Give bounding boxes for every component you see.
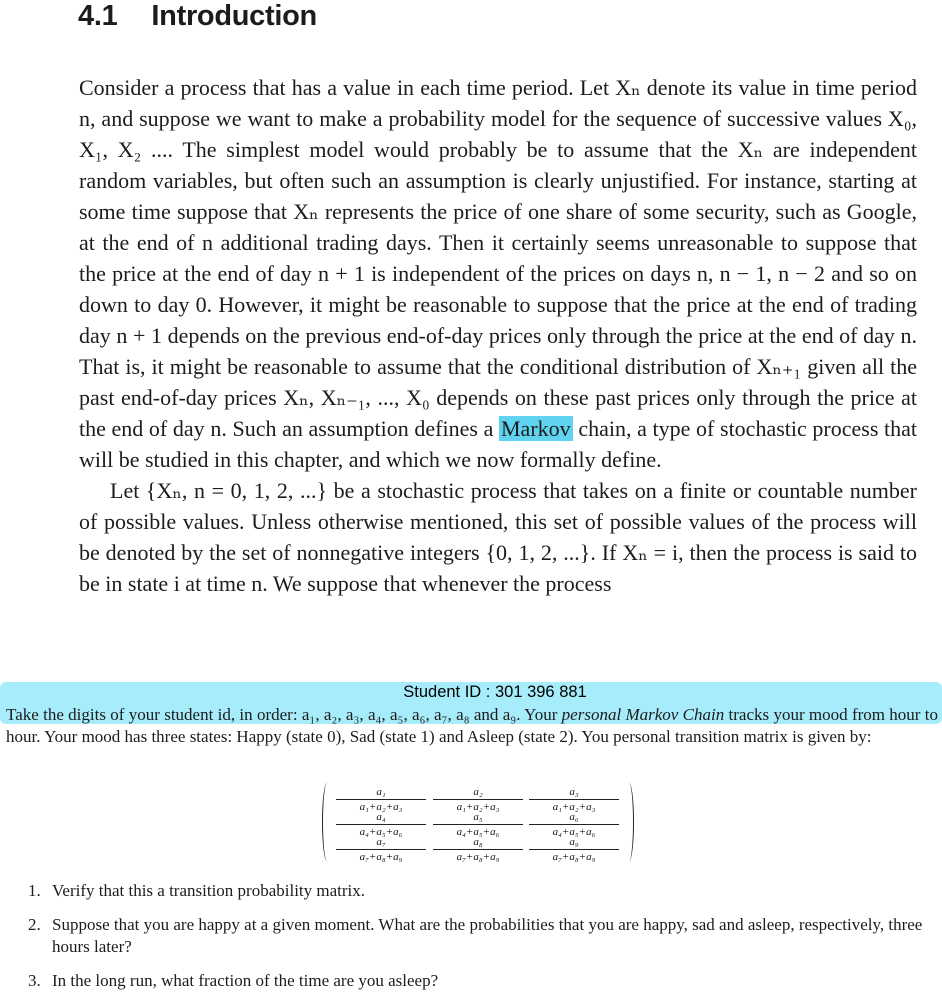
paragraph-1: [79, 72, 917, 475]
matrix-left-paren: [322, 783, 332, 861]
paragraph-1-text-a: Consider a process that has a value in each time period. Let Xₙ denote its value in time period n, and suppose we want to make a probability model for the sequence of successive values X₀, X₁, X₂ .... The simplest model would probably be to assume that the Xₙ are independent random variables, but often such an assumption is clearly unjustified. For instance, starting at some time suppose that Xₙ represents the price of one share of some security, such as Google, at the end of n additional trading days. Then it certainly seems unreasonable to suppose that the price at the end of day n + 1 is independent of the prices on days n, n − 1, n − 2 and so on down to day 0. However, it might be reasonable to suppose that the price at the end of trading day n + 1 depends on the previous end-of-day prices only through the price at the end of day n. That is, it might be reasonable to assume that the conditional distribution of Xₙ₊₁ given all the past end-of-day prices Xₙ, Xₙ₋₁, ..., X₀ depends on these past prices only through the price at the end of day n. Such an assumption defines a: [79, 75, 917, 441]
question-text: Verify that this a transition probability matrix.: [52, 881, 366, 900]
matrix-cell: a₃ a₁+a₂+a₃: [529, 787, 619, 813]
question-number: 2.: [28, 915, 41, 934]
question-list: [28, 880, 938, 1004]
section-number: 4.1: [78, 0, 118, 32]
matrix-right-paren: [624, 783, 634, 861]
paragraph-2: Let {Xₙ, n = 0, 1, 2, ...} be a stochastic process that takes on a finite or countable number of possible values. Unless otherwise mentioned, this set of possible values of the process will be denoted by the set of nonnegative integers {0, 1, 2, ...}. If Xₙ = i, then the process is said to be in state i at time n. We suppose that whenever the process: [79, 478, 917, 596]
task-text-1: Take the digits of your student id, in order: a₁, a₂, a₃, a₄, a₅, a₆, a₇, a₈ and a₉. Your: [6, 705, 558, 724]
highlighted-word-markov[interactable]: Markov: [501, 416, 571, 441]
transition-matrix: [322, 783, 634, 863]
matrix-cell: a₇ a₇+a₈+a₉: [336, 837, 426, 863]
question-item: [28, 880, 938, 902]
matrix-cell: a₄ a₄+a₅+a₆: [336, 812, 426, 838]
textbook-body: [79, 72, 917, 599]
question-item: [28, 914, 938, 958]
student-id-label: Student ID : 301 396 881: [403, 683, 587, 701]
matrix-cell: a₅ a₄+a₅+a₆: [433, 812, 523, 838]
paragraph-1-text-b: chain, a type of stochastic process that will be studied in this chapter, and which we now formally define.: [79, 416, 918, 472]
section-title: Introduction: [151, 0, 317, 32]
section-heading: [78, 0, 317, 33]
question-item: [28, 970, 938, 992]
question-number: 3.: [28, 971, 41, 990]
matrix-cell: a₈ a₇+a₈+a₉: [433, 837, 523, 863]
matrix-cell: a₂ a₁+a₂+a₃: [433, 787, 523, 813]
matrix-cell: a₉ a₇+a₈+a₉: [529, 837, 619, 863]
matrix-cell: a₁ a₁+a₂+a₃: [336, 787, 426, 813]
matrix-cell: a₆ a₄+a₅+a₆: [529, 812, 619, 838]
task-description: [6, 704, 938, 748]
task-italic: personal Markov Chain: [561, 705, 725, 724]
question-text: Suppose that you are happy at a given moment. What are the probabilities that you are happy, sad and asleep, respectively, three hours later?: [52, 915, 923, 956]
question-text: In the long run, what fraction of the time are you asleep?: [52, 971, 439, 990]
question-number: 1.: [28, 881, 41, 900]
task-text-2: tracks your mood from hour to hour. Your mood has three states: Happy (state 0), Sad (state 1) and Asleep (state 2). You personal transition matrix is given by:: [6, 705, 939, 746]
